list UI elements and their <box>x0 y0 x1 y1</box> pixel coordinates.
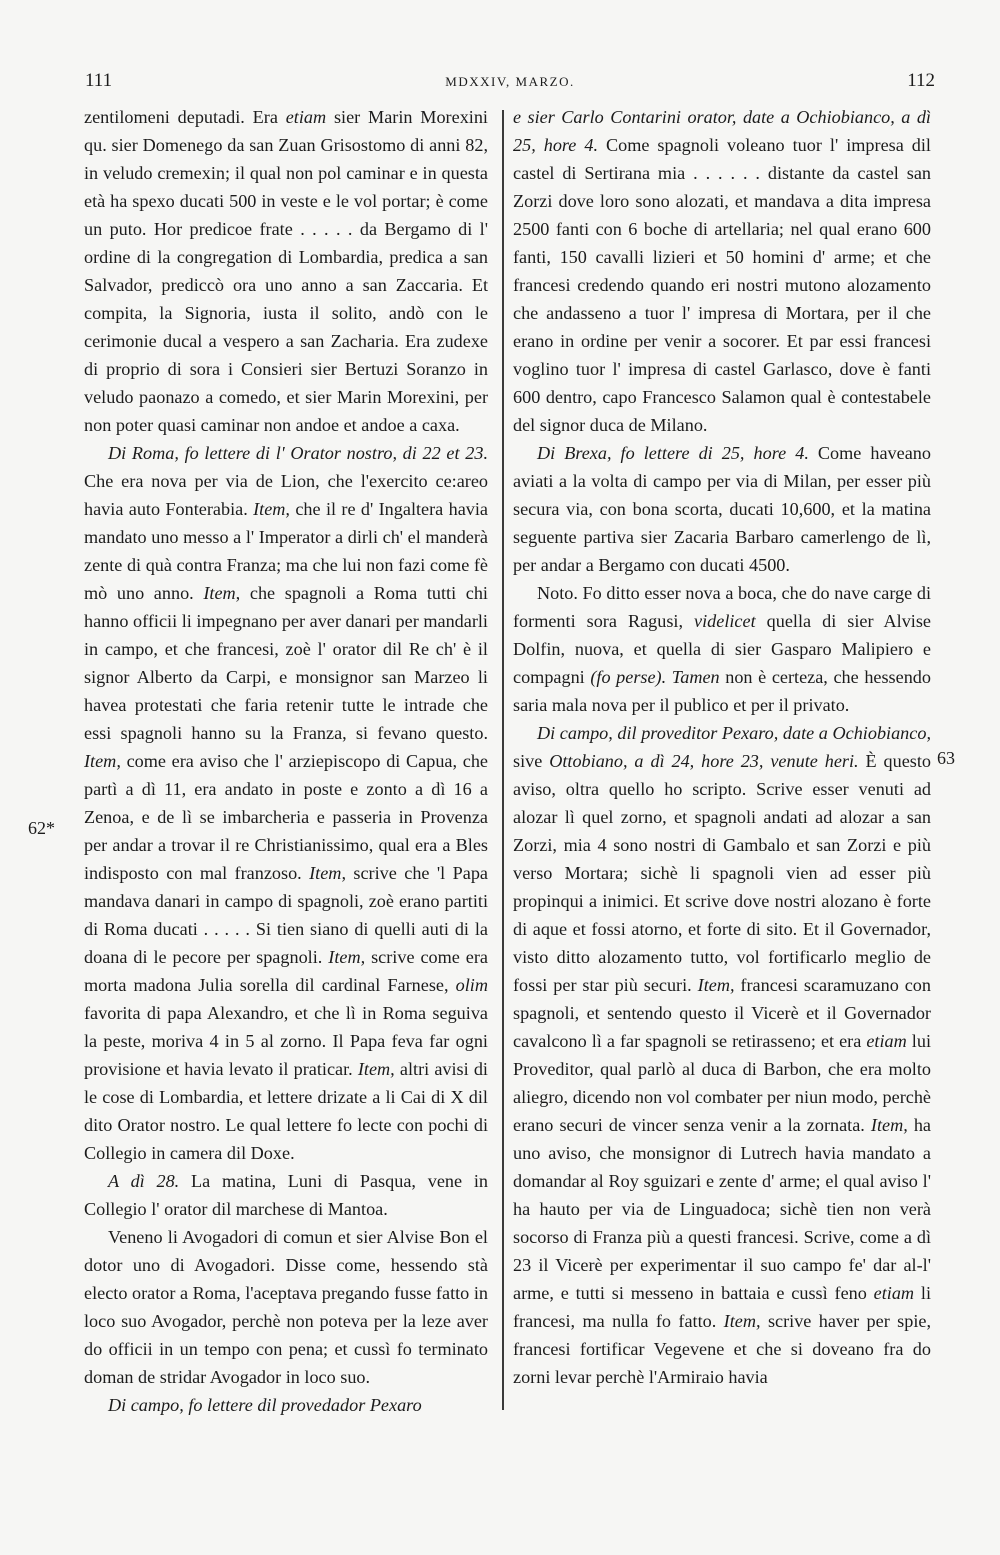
paragraph: Veneno li Avogadori di comun et sier Alvise Bon el dotor uno di Avogadori. Disse come, hessendo stà electo orator a Roma, l'aceptava pregando fusse fatto in loco suo Avogador, perchè non poteva per la leze aver do officii in un tempo con pena; et cussì fo terminato doman de stridar Avogador in loco suo. <box>84 1227 488 1387</box>
paragraph: Di campo, fo lettere dil provedador Pexaro <box>108 1395 422 1415</box>
column-divider <box>502 110 504 1410</box>
paragraph: Noto. Fo ditto esser nova a boca, che do nave carge di formenti sora Ragusi, videlicet quella di sier Alvise Dolfin, nuova, et quella di sier Gasparo Malipiero e compagni (fo perse). Tamen non è certeza, che hessendo saria mala nova per il publico et per il privato. <box>513 583 932 715</box>
margin-number-right: 63 <box>937 748 955 768</box>
paragraph: Di campo, dil proveditor Pexaro, date a Ochiobianco, sive Ottobiano, a dì 24, hore 23, venute heri. È questo aviso, oltra quello ho scripto. Scrive esser venuti ad alozar lì quel zorno, et spagnoli andati ad alozar a san Zorzi, mia 4 sono nostri di Gambalo et san Zorzi e più verso Mortara; sichè li spagnoli vien ad esser più propinqui a inimici. Et scrive dove nostri alozano è forte di aque et fossi atorno, et forte di sito. Et il Governador, visto ditto alozamento tutto, vol fortificarlo meglio de fossi per star più securi. Item, francesi scaramuzano con spagnoli, et sentendo questo il Vicerè et il Governador cavalcono lì a far spagnoli se retirasseno; et era etiam lui Proveditor, qual parlò al duca di Barbon, che era molto aliegro, dicendo non vol combater per niun modo, perchè erano securi de vincer senza venir a la zornata. Item, ha uno aviso, che monsignor di Lutrech havia mandato a domandar al Roy sguizari e zente d' arme; el qual aviso l' ha hauto per via de Linguadoca; sichè tien non verà socorso di Franza più a questi francesi. Scrive, come a dì 23 il Vicerè per experimentar il suo campo fe' dar al-l' arme, e tutti si messeno in battaia e cussì feno etiam li francesi, ma nulla fo fatto. Item, scrive haver per spie, francesi fortificar Vegevene et che si doveano fra do zorni levar perchè l'Armiraio havia <box>513 723 932 1387</box>
page-number-right: 112 <box>907 70 935 91</box>
paragraph: Di Brexa, fo lettere di 25, hore 4. Come haveano aviati a la volta di campo per via di Milan, per esser più secura via, con bona scorta, ducati 10,600, et la matina seguente partiva sier Zacaria Barbaro camerlengo de lì, per andar a Bergamo con ducati 4500. <box>513 443 931 575</box>
running-head <box>85 70 935 100</box>
page-number-left: 111 <box>85 70 113 91</box>
paragraph: Di Roma, fo lettere di l' Orator nostro, di 22 et 23. Che era nova per via de Lion, che l'exercito ce:areo havia auto Fonterabia. Item, che il re d' Ingaltera havia mandato uno messo a l' Imperator a dirli ch' el manderà zente di quà contra Franza; ma che lui non fazi come fè mò uno anno. Item, che spagnoli a Roma tutti chi hanno officii li impegnano per aver danari per mandarli in campo, et che francesi, zoè l' orator dil Re ch' è il signor Alberto da Carpi, e monsignor san Marzeo li havea protestati che faria retenir tutte le intrade che essi spagnoli hanno su la Franza, si fevano questo. Item, come era aviso che l' arziepiscopo di Capua, che partì a dì 11, era andato in poste e zonto a dì 16 a Zenoa, e de lì se imbarcheria e passeria in Provenza per andar a trovar il re Christianissimo, qual era a Bles indisposto con mal franzoso. Item, scrive che 'l Papa mandava danari in campo di spagnoli, zoè erano partiti di Roma ducati . . . . . Si tien siano di quelli auti di la doana di le pecore per spagnoli. Item, scrive come era morta madona Julia sorella dil cardinal Farnese, olim favorita di papa Alexandro, et che lì in Roma seguiva la peste, moriva 4 in 5 al zorno. Il Papa feva far ogni provisione et havia levato il praticar. Item, altri avisi di le cose di Lombardia, et lettere drizate a li Cai di X dil dito Orator nostro. Le qual lettere fo lecte con pochi di Collegio in camera dil Doxe. <box>84 443 489 1163</box>
right-column <box>513 103 931 1391</box>
running-title: MDXXIV, MARZO. <box>445 74 575 89</box>
paragraph: A dì 28. La matina, Luni di Pasqua, vene in Collegio l' orator dil marchese di Mantoa. <box>84 1171 488 1219</box>
paragraph: e sier Carlo Contarini orator, date a Ochiobianco, a dì 25, hore 4. Come spagnoli voleano tuor l' impresa dil castel di Sertirana mia . . . . . . distante da castel san Zorzi dove loro sono alozati, et mandava a dita impresa 2500 fanti con 6 boche di artellaria; nel qual erano 600 fanti, 150 cavalli lizieri et 50 homini d' arme; et che francesi credendo quando eri nostri mutono alozamento che andasseno a tuor l' impresa di Mortara, per il che erano in ordine per venir a socorer. Et par essi francesi voglino tuor l' impresa di castel Garlasco, dove è fanti 600 dentro, capo Francesco Salamon qual è contestabele del signor duca de Milano. <box>513 107 931 435</box>
paragraph: zentilomeni deputadi. Era etiam sier Marin Morexini qu. sier Domenego da san Zuan Grisostomo di anni 82, in veludo cremexin; il qual non pol caminar e in questa età ha spexo ducati 500 in veste e le vol portar; è come un puto. Hor predicoe frate . . . . . da Bergamo di l' ordine di la congregation di Lombardia, predica a san Salvador, prediccò ora uno anno a san Zaccaria. Et compita, la Signoria, iusta il solito, andò con le cerimonie ducal a vespero a san Zacharia. Era zudexe di proprio di sora i Consieri sier Bertuzi Soranzo in veludo paonazo a comedo, et sier Marin Morexini, per non poter quasi caminar non andoe et andoe a caxa. <box>84 107 488 435</box>
left-column <box>84 103 488 1419</box>
margin-number-left: 62* <box>28 818 55 838</box>
